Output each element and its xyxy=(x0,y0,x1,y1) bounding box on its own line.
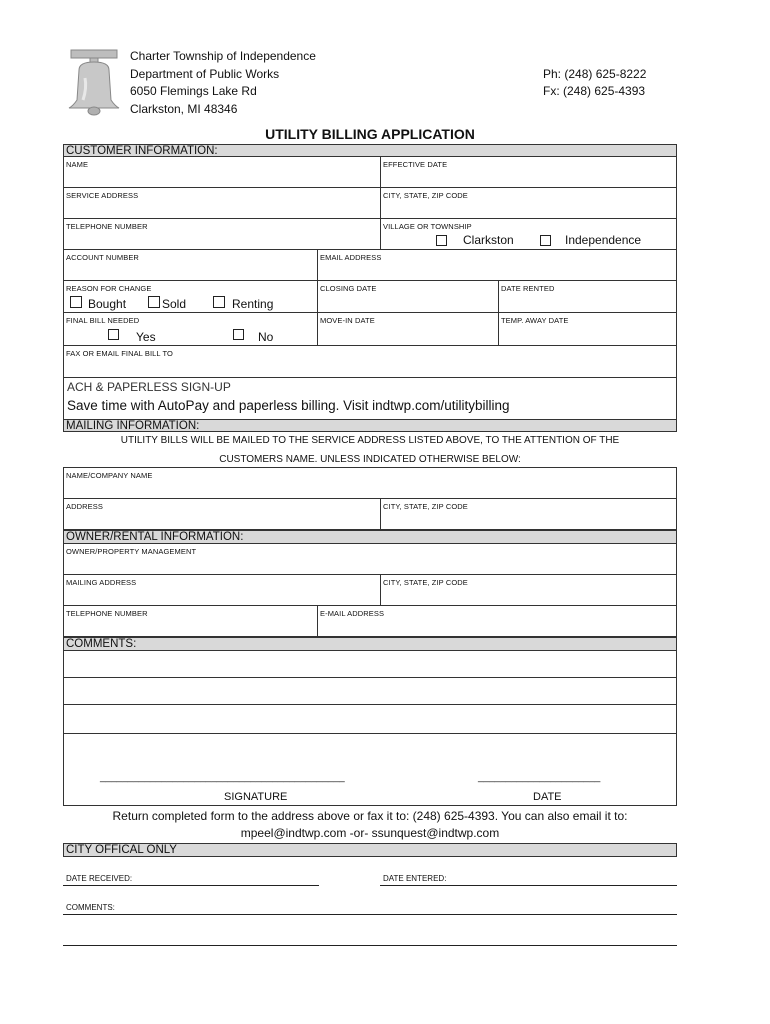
final-bill-needed-label: FINAL BILL NEEDED xyxy=(66,316,140,325)
fax-email-final-bill-label: FAX OR EMAIL FINAL BILL TO xyxy=(66,349,173,358)
fax-number: Fx: (248) 625-4393 xyxy=(543,84,646,98)
date-entered-label: DATE ENTERED: xyxy=(383,874,447,883)
name-label: NAME xyxy=(66,160,89,169)
account-number-label: ACCOUNT NUMBER xyxy=(66,253,139,262)
owner-city-state-zip-field[interactable] xyxy=(380,574,677,606)
closing-date-field[interactable] xyxy=(317,280,499,313)
bought-label: Bought xyxy=(88,297,127,311)
email-address-label: EMAIL ADDRESS xyxy=(320,253,382,262)
owner-email-field[interactable] xyxy=(317,605,677,637)
clarkston-label: Clarkston xyxy=(463,233,514,247)
city-state-zip-label: CITY, STATE, ZIP CODE xyxy=(383,191,468,200)
section-mailing-information: MAILING INFORMATION: xyxy=(63,419,677,432)
telephone-field[interactable] xyxy=(63,218,381,250)
mailing-address-label: ADDRESS xyxy=(66,502,103,511)
sold-label: Sold xyxy=(162,297,187,311)
move-in-date-label: MOVE-IN DATE xyxy=(320,316,375,325)
owner-management-label: OWNER/PROPERTY MANAGEMENT xyxy=(66,547,197,556)
yes-checkbox[interactable] xyxy=(108,329,119,340)
no-label: No xyxy=(258,330,274,344)
yes-label: Yes xyxy=(136,330,156,344)
renting-checkbox[interactable] xyxy=(213,296,225,308)
temp-away-date-label: TEMP. AWAY DATE xyxy=(501,316,569,325)
owner-telephone-label: TELEPHONE NUMBER xyxy=(66,609,148,618)
owner-city-state-zip-label: CITY, STATE, ZIP CODE xyxy=(383,578,468,587)
city-state-zip-field[interactable] xyxy=(380,187,677,219)
owner-management-field[interactable] xyxy=(63,543,677,575)
closing-date-label: CLOSING DATE xyxy=(320,284,377,293)
owner-email-label: E-MAIL ADDRESS xyxy=(320,609,385,618)
section-city-official-only: CITY OFFICAL ONLY xyxy=(63,843,677,857)
renting-label: Renting xyxy=(232,297,274,311)
date-blank[interactable]: ______________________ xyxy=(478,772,601,783)
ach-text: Save time with AutoPay and paperless billing. Visit indtwp.com/utilitybilling xyxy=(67,398,510,413)
section-owner-rental-information: OWNER/RENTAL INFORMATION: xyxy=(63,530,677,544)
city-comments-line-2[interactable] xyxy=(63,945,677,946)
name-field[interactable] xyxy=(63,156,381,188)
mailing-city-state-zip-field[interactable] xyxy=(380,498,677,530)
date-received-label: DATE RECEIVED: xyxy=(66,874,133,883)
comment-line-3[interactable] xyxy=(63,704,677,734)
temp-away-date-field[interactable] xyxy=(498,312,677,346)
signature-blank[interactable]: ____________________________________________ xyxy=(100,772,345,783)
sold-checkbox[interactable] xyxy=(148,296,160,308)
signature-area xyxy=(63,733,677,806)
org-street: 6050 Flemings Lake Rd xyxy=(130,84,257,98)
signature-label: SIGNATURE xyxy=(224,791,288,803)
org-address xyxy=(130,48,316,118)
date-rented-label: DATE RENTED xyxy=(501,284,555,293)
logo xyxy=(65,48,123,118)
mailing-notice-line2: CUSTOMERS NAME. UNLESS INDICATED OTHERWISE BELOW: xyxy=(219,454,521,465)
ach-heading: ACH & PAPERLESS SIGN-UP xyxy=(67,380,231,394)
comment-line-1[interactable] xyxy=(63,650,677,678)
section-comments: COMMENTS: xyxy=(63,637,677,651)
city-comments-line-1[interactable] xyxy=(63,914,677,915)
mailing-name-company-field[interactable] xyxy=(63,467,677,499)
no-checkbox[interactable] xyxy=(233,329,244,340)
village-township-field xyxy=(380,218,677,250)
date-entered-line[interactable] xyxy=(380,885,677,886)
comment-line-2[interactable] xyxy=(63,677,677,705)
village-township-label: VILLAGE OR TOWNSHIP xyxy=(383,222,472,231)
owner-mailing-address-label: MAILING ADDRESS xyxy=(66,578,137,587)
page-title: UTILITY BILLING APPLICATION xyxy=(265,126,475,142)
service-address-field[interactable] xyxy=(63,187,381,219)
account-number-field[interactable] xyxy=(63,249,318,281)
reason-for-change-label: REASON FOR CHANGE xyxy=(66,284,152,293)
org-city: Clarkston, MI 48346 xyxy=(130,101,238,116)
return-instructions-line2: mpeel@indtwp.com -or- ssunquest@indtwp.com xyxy=(240,826,500,840)
org-name: Charter Township of Independence xyxy=(130,49,316,63)
effective-date-label: EFFECTIVE DATE xyxy=(383,160,448,169)
independence-checkbox[interactable] xyxy=(540,235,551,246)
city-comments-label: COMMENTS: xyxy=(66,903,115,912)
final-bill-needed-field xyxy=(63,312,318,346)
phone-number: Ph: (248) 625-8222 xyxy=(543,67,647,81)
fax-email-final-bill-field[interactable] xyxy=(63,345,677,378)
date-received-line[interactable] xyxy=(63,885,319,886)
ach-section xyxy=(63,377,677,420)
reason-for-change-field xyxy=(63,280,318,313)
independence-label: Independence xyxy=(565,233,642,247)
liberty-bell-icon xyxy=(65,48,123,118)
clarkston-checkbox[interactable] xyxy=(436,235,447,246)
service-address-label: SERVICE ADDRESS xyxy=(66,191,139,200)
email-address-field[interactable] xyxy=(317,249,677,281)
date-label: DATE xyxy=(533,791,562,803)
telephone-label: TELEPHONE NUMBER xyxy=(66,222,148,231)
contact-numbers xyxy=(543,66,646,100)
return-instructions-line1: Return completed form to the address above or fax it to: (248) 625-4393. You can also email it to: xyxy=(112,809,628,823)
mailing-city-state-zip-label: CITY, STATE, ZIP CODE xyxy=(383,502,468,511)
section-customer-information: CUSTOMER INFORMATION: xyxy=(63,144,677,157)
mailing-name-company-label: NAME/COMPANY NAME xyxy=(66,471,153,480)
bought-checkbox[interactable] xyxy=(70,296,82,308)
mailing-address-field[interactable] xyxy=(63,498,381,530)
owner-telephone-field[interactable] xyxy=(63,605,318,637)
date-rented-field[interactable] xyxy=(498,280,677,313)
effective-date-field[interactable] xyxy=(380,156,677,188)
mailing-notice-line1: UTILITY BILLS WILL BE MAILED TO THE SERVICE ADDRESS LISTED ABOVE, TO THE ATTENTION OF THE xyxy=(120,435,620,446)
org-department: Department of Public Works xyxy=(130,66,280,81)
move-in-date-field[interactable] xyxy=(317,312,499,346)
owner-mailing-address-field[interactable] xyxy=(63,574,381,606)
